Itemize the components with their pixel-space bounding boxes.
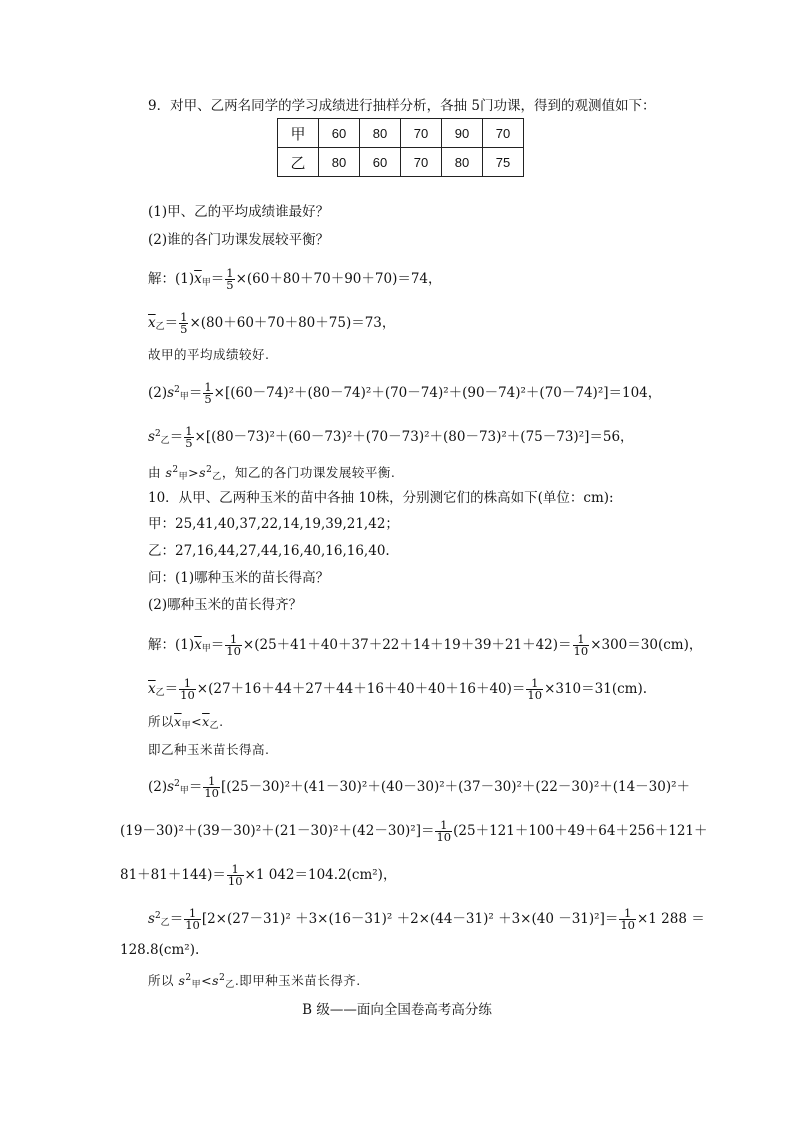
q10-mean-jia: 解：$(1)\overline{x}_甲=$ $\frac{1}{10}$ ×(25＋41＋40＋37＋22＋14＋19＋39＋21＋42)＝ $\frac{1}{10}$ ×300＝30(cm)，	[148, 632, 703, 658]
q9-conclusion1: 故甲的平均成绩较好.	[148, 347, 270, 362]
row-label: 甲	[278, 119, 319, 148]
q9-conclusion2: 由 $s^2_甲>s^2_乙$，知乙的各门功课发展较平衡.	[148, 465, 396, 482]
q10-stem: 10．从甲、乙两种玉米的苗中各抽 10株，分别测它们的株高如下(单位：cm):	[148, 490, 614, 506]
table-cell: 75	[483, 148, 524, 177]
table-cell: 60	[360, 148, 401, 177]
table-cell: 90	[442, 119, 483, 148]
q10-var-jia-line3: 81＋81＋144)＝ $\frac{1}{10}$ ×1 042＝104.2(cm²)，	[120, 862, 397, 888]
table-cell: 80	[360, 119, 401, 148]
q9-mean-yi: $\overline{x}_乙=$ $\frac{1}{5}$ ×(80＋60＋70＋80＋75)＝73，	[148, 310, 396, 336]
q10-var-yi-line1: $s^2_乙=$ $\frac{1}{10}$ [2×(27－31)² ＋3×(16－31)² ＋2×(44－31)² ＋3×(40 －31)²]＝ $\frac{1}{10}$ ×1 288 ＝	[148, 906, 705, 932]
table-cell: 70	[401, 148, 442, 177]
table-row	[278, 119, 524, 148]
q10-var-yi-line2: 128.8(cm²).	[120, 942, 200, 958]
q10-part2: (2)哪种玉米的苗长得齐？	[148, 597, 303, 613]
q9-part1: (1)甲、乙的平均成绩谁最好？	[148, 204, 330, 220]
table-cell: 80	[319, 148, 360, 177]
q10-data-jia: 甲：25,41,40,37,22,14,19,39,21,42；	[148, 516, 399, 532]
q10-var-jia-line1: $(2)s^2_甲=$ $\frac{1}{10}$ [(25－30)²＋(41－30)²＋(40－30)²＋(37－30)²＋(22－30)²＋(14－30)²＋	[148, 774, 691, 800]
table-cell: 60	[319, 119, 360, 148]
q10-var-jia-line2: (19－30)²＋(39－30)²＋(21－30)²＋(42－30)²]＝ $\frac{1}{10}$ (25＋121＋100＋49＋64＋256＋121＋	[120, 818, 708, 844]
table-cell: 80	[442, 148, 483, 177]
table-cell: 70	[401, 119, 442, 148]
q9-var-jia: $(2)s^2_甲=$ $\frac{1}{5}$ ×[(60－74)²＋(80－74)²＋(70－74)²＋(90－74)²＋(70－74)²]＝104，	[148, 380, 662, 406]
row-label: 乙	[278, 148, 319, 177]
q9-part2: (2)谁的各门功课发展较平衡？	[148, 232, 330, 248]
q10-data-yi: 乙：27,16,44,27,44,16,40,16,16,40.	[148, 543, 390, 559]
q9-stem: 9．对甲、乙两名同学的学习成绩进行抽样分析，各抽 5门功课，得到的观测值如下：	[148, 98, 656, 114]
q10-mean-yi: $\overline{x}_乙=$ $\frac{1}{10}$ ×(27＋16＋44＋27＋44＋16＋40＋40＋16＋40)＝ $\frac{1}{10}$ ×310＝31(cm).	[148, 676, 648, 702]
table-cell: 70	[483, 119, 524, 148]
section-footer: B 级——面向全国卷高考高分练	[302, 1002, 492, 1018]
q10-conclusion2: 所以 $s^2_甲<s^2_乙$.即甲种玉米苗长得齐.	[148, 973, 361, 990]
q10-conclusion1: 即乙种玉米苗长得高.	[148, 742, 270, 757]
q9-mean-jia: 解：$(1)\overline{x}_甲=$ $\frac{1}{5}$ ×(60＋80＋70＋90＋70)＝74，	[148, 266, 442, 292]
q10-part1: 问：(1)哪种玉米的苗长得高？	[148, 570, 330, 586]
table-row	[278, 148, 524, 177]
q9-var-yi: $s^2_乙=$ $\frac{1}{5}$ ×[(80－73)²＋(60－73)²＋(70－73)²＋(80－73)²＋(75－73)²]＝56，	[148, 424, 634, 450]
q10-so-line: 所以$\overline{x}_甲<\overline{x}_乙$.	[148, 714, 224, 731]
score-table	[277, 118, 524, 177]
